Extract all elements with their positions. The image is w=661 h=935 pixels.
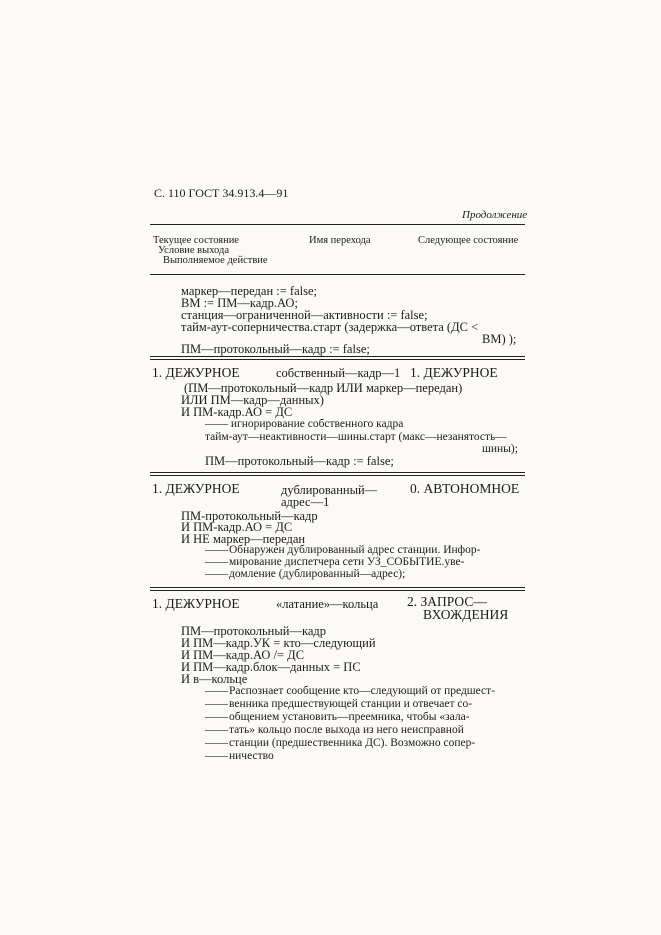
comment-line xyxy=(205,711,470,723)
comment-text: станции (предшественника ДС). Возможно сопер- xyxy=(229,737,476,749)
exit-condition: И НЕ маркер—передан xyxy=(181,532,306,546)
comment-text: Обнаружен дублированный адрес станции. Инфор- xyxy=(229,544,481,556)
col-current-state: Текущее состояние xyxy=(153,235,239,246)
transition-name: адрес—1 xyxy=(281,495,330,509)
header-rule xyxy=(150,274,525,275)
exit-condition: И ПМ—кадр.УК = кто—следующий xyxy=(181,636,376,650)
transition-name: дублированный— xyxy=(281,483,378,497)
comment-line xyxy=(205,750,274,762)
action-line: тайм-аут-соперничества.старт (задержка—ответа (ДС < xyxy=(181,320,479,334)
continuation-label: Продолжение xyxy=(462,209,528,221)
transition-name: «латание»—кольца xyxy=(276,597,379,611)
exit-condition: (ПМ—протокольный—кадр ИЛИ маркер—передан) xyxy=(184,381,463,395)
comment-text: ничество xyxy=(229,750,274,762)
col-transition-name: Имя перехода xyxy=(309,235,371,246)
comment-dash: —— xyxy=(205,556,228,568)
comment-text: Распознает сообщение кто—следующий от предшест- xyxy=(229,685,496,697)
block-divider xyxy=(150,587,525,591)
top-rule xyxy=(150,224,525,225)
comment-dash: —— xyxy=(205,544,228,556)
comment-line xyxy=(205,724,464,736)
transition-name: собственный—кадр—1 xyxy=(276,366,401,380)
exit-condition: И в—кольце xyxy=(181,672,248,686)
current-state: 1. ДЕЖУРНОЕ xyxy=(152,365,240,380)
comment-line xyxy=(205,544,523,556)
action-line: станция—ограниченной—активности := false; xyxy=(181,308,428,322)
action-line: маркер—передан := false; xyxy=(181,284,317,298)
exit-condition: И ПМ—кадр.блок—данных = ПС xyxy=(181,660,361,674)
current-state: 1. ДЕЖУРНОЕ xyxy=(152,481,240,496)
comment-dash: —— xyxy=(205,750,228,762)
action-line: тайм-аут—неактивности—шины.старт (макс—незанятость— xyxy=(205,431,507,443)
action-line: ВМ) ); xyxy=(482,332,517,346)
comment-line xyxy=(205,737,475,749)
comment-text: общением установить—преемника, чтобы «зала- xyxy=(229,711,470,723)
comment-dash: —— xyxy=(205,724,228,736)
exit-condition: ИЛИ ПМ—кадр—данных) xyxy=(181,393,324,407)
comment-dash: —— xyxy=(205,711,228,723)
comment-line xyxy=(205,698,472,710)
comment-text: венника предшествующей станции и отвечает со- xyxy=(229,698,473,710)
comment-text: мирование диспетчера сети УЗ_СОБЫТИЕ.уве- xyxy=(229,556,465,568)
next-state: ВХОЖДЕНИЯ xyxy=(423,607,509,622)
action-line: шины); xyxy=(482,443,518,455)
comment-line: —— игнорирование собственного кадра xyxy=(205,418,404,430)
exit-condition: И ПМ—кадр.АО /= ДС xyxy=(181,648,305,662)
comment-text: тать» кольцо после выхода из него неисправной xyxy=(229,724,464,736)
next-state: 0. АВТОНОМНОЕ xyxy=(410,481,520,496)
comment-dash: —— xyxy=(205,698,228,710)
next-state: 2. ЗАПРОС— xyxy=(407,594,487,609)
col-action: Выполняемое действие xyxy=(163,255,268,266)
exit-condition: ПМ-протокольный—кадр xyxy=(181,509,318,523)
block-divider xyxy=(150,472,525,476)
exit-condition: И ПМ-кадр.АО = ДС xyxy=(181,405,293,419)
page-reference: С. 110 ГОСТ 34.913.4—91 xyxy=(154,186,289,200)
next-state: 1. ДЕЖУРНОЕ xyxy=(410,365,498,380)
comment-text: домление (дублированный—адрес); xyxy=(229,568,406,580)
current-state: 1. ДЕЖУРНОЕ xyxy=(152,596,240,611)
comment-dash: —— xyxy=(205,568,228,580)
action-line: ПМ—протокольный—кадр := false; xyxy=(205,454,394,468)
col-exit-condition: Условие выхода xyxy=(158,245,229,256)
block-divider xyxy=(150,356,525,360)
exit-condition: И ПМ-кадр.АО = ДС xyxy=(181,520,293,534)
action-line: ВМ := ПМ—кадр.АО; xyxy=(181,296,298,310)
comment-line xyxy=(205,685,495,697)
comment-line xyxy=(205,556,464,568)
comment-line xyxy=(205,568,405,580)
action-line: ПМ—протокольный—кадр := false; xyxy=(181,342,370,356)
comment-dash: —— xyxy=(205,685,228,697)
exit-condition: ПМ—протокольный—кадр xyxy=(181,624,326,638)
comment-dash: —— xyxy=(205,737,228,749)
col-next-state: Следующее состояние xyxy=(418,235,519,246)
